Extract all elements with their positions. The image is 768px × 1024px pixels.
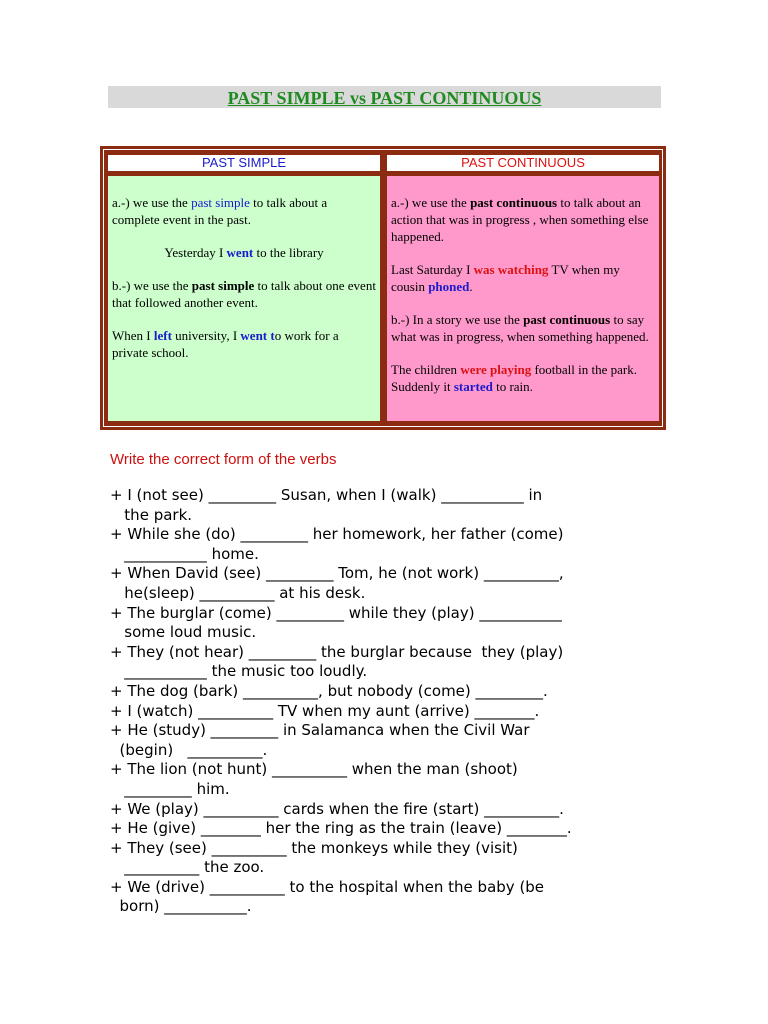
past-simple-cell xyxy=(107,175,381,422)
exercise-list xyxy=(110,486,670,917)
past-continuous-header: PAST CONTINUOUS xyxy=(386,154,660,172)
exercise-item: + While she (do) _________ her homework, her father (come) ___________ home. xyxy=(110,525,564,563)
exercise-item: + They (see) __________ the monkeys while they (visit) __________ the zoo. xyxy=(110,838,518,877)
exercise-item: + He (study) _________ in Salamanca when the Civil War (begin) __________. xyxy=(110,721,530,759)
title-bar xyxy=(108,86,661,108)
exercise-item: + They (not hear) _________ the burglar because they (play) ___________ the music too loudly. xyxy=(110,642,564,681)
exercise-item: + The burglar (come) _________ while they (play) ___________ some loud music. xyxy=(110,603,562,642)
past-continuous-rule-a: a.-) we use the past continuous to talk about an action that was in progress , when something else happened. xyxy=(391,195,649,244)
past-continuous-cell xyxy=(386,175,660,422)
past-simple-rule-b: b.-) we use the past simple to talk about one event that followed another event. xyxy=(112,278,376,310)
exercise-item: + He (give) ________ her the ring as the train (leave) ________. xyxy=(110,819,572,838)
exercise-item: + I (watch) __________ TV when my aunt (arrive) ________. xyxy=(110,701,540,720)
past-continuous-example-2: The children were playing football in the park. Suddenly it started to rain. xyxy=(391,362,637,394)
past-simple-header: PAST SIMPLE xyxy=(107,154,381,172)
exercise-item: + The dog (bark) __________, but nobody (come) _________. xyxy=(110,681,548,700)
past-simple-rule-a: a.-) we use the past simple to talk about a complete event in the past. xyxy=(112,195,328,227)
exercise-item: + We (play) __________ cards when the fire (start) __________. xyxy=(110,799,564,818)
exercise-item: + I (not see) _________ Susan, when I (walk) ___________ in the park. xyxy=(110,486,543,524)
exercise-item: + When David (see) _________ Tom, he (not work) __________, he(sleep) __________ at his desk. xyxy=(110,564,564,602)
past-continuous-rule-b: b.-) In a story we use the past continuous to say what was in progress, when something happened. xyxy=(391,312,649,344)
exercise-item: + We (drive) __________ to the hospital when the baby (be born) ___________. xyxy=(110,877,545,916)
past-simple-example-2: When I left university, I went to work for a private school. xyxy=(112,328,339,360)
page-title: PAST SIMPLE vs PAST CONTINUOUS xyxy=(227,88,542,108)
exercise-instruction: Write the correct form of the verbs xyxy=(110,451,337,468)
grammar-table xyxy=(100,146,666,430)
exercise-item: + The lion (not hunt) __________ when the man (shoot) _________ him. xyxy=(110,760,518,798)
past-simple-example-1: Yesterday I went to the library xyxy=(164,245,324,260)
past-continuous-example-1: Last Saturday I was watching TV when my cousin phoned. xyxy=(391,262,620,294)
grammar-table-inner xyxy=(103,149,663,427)
